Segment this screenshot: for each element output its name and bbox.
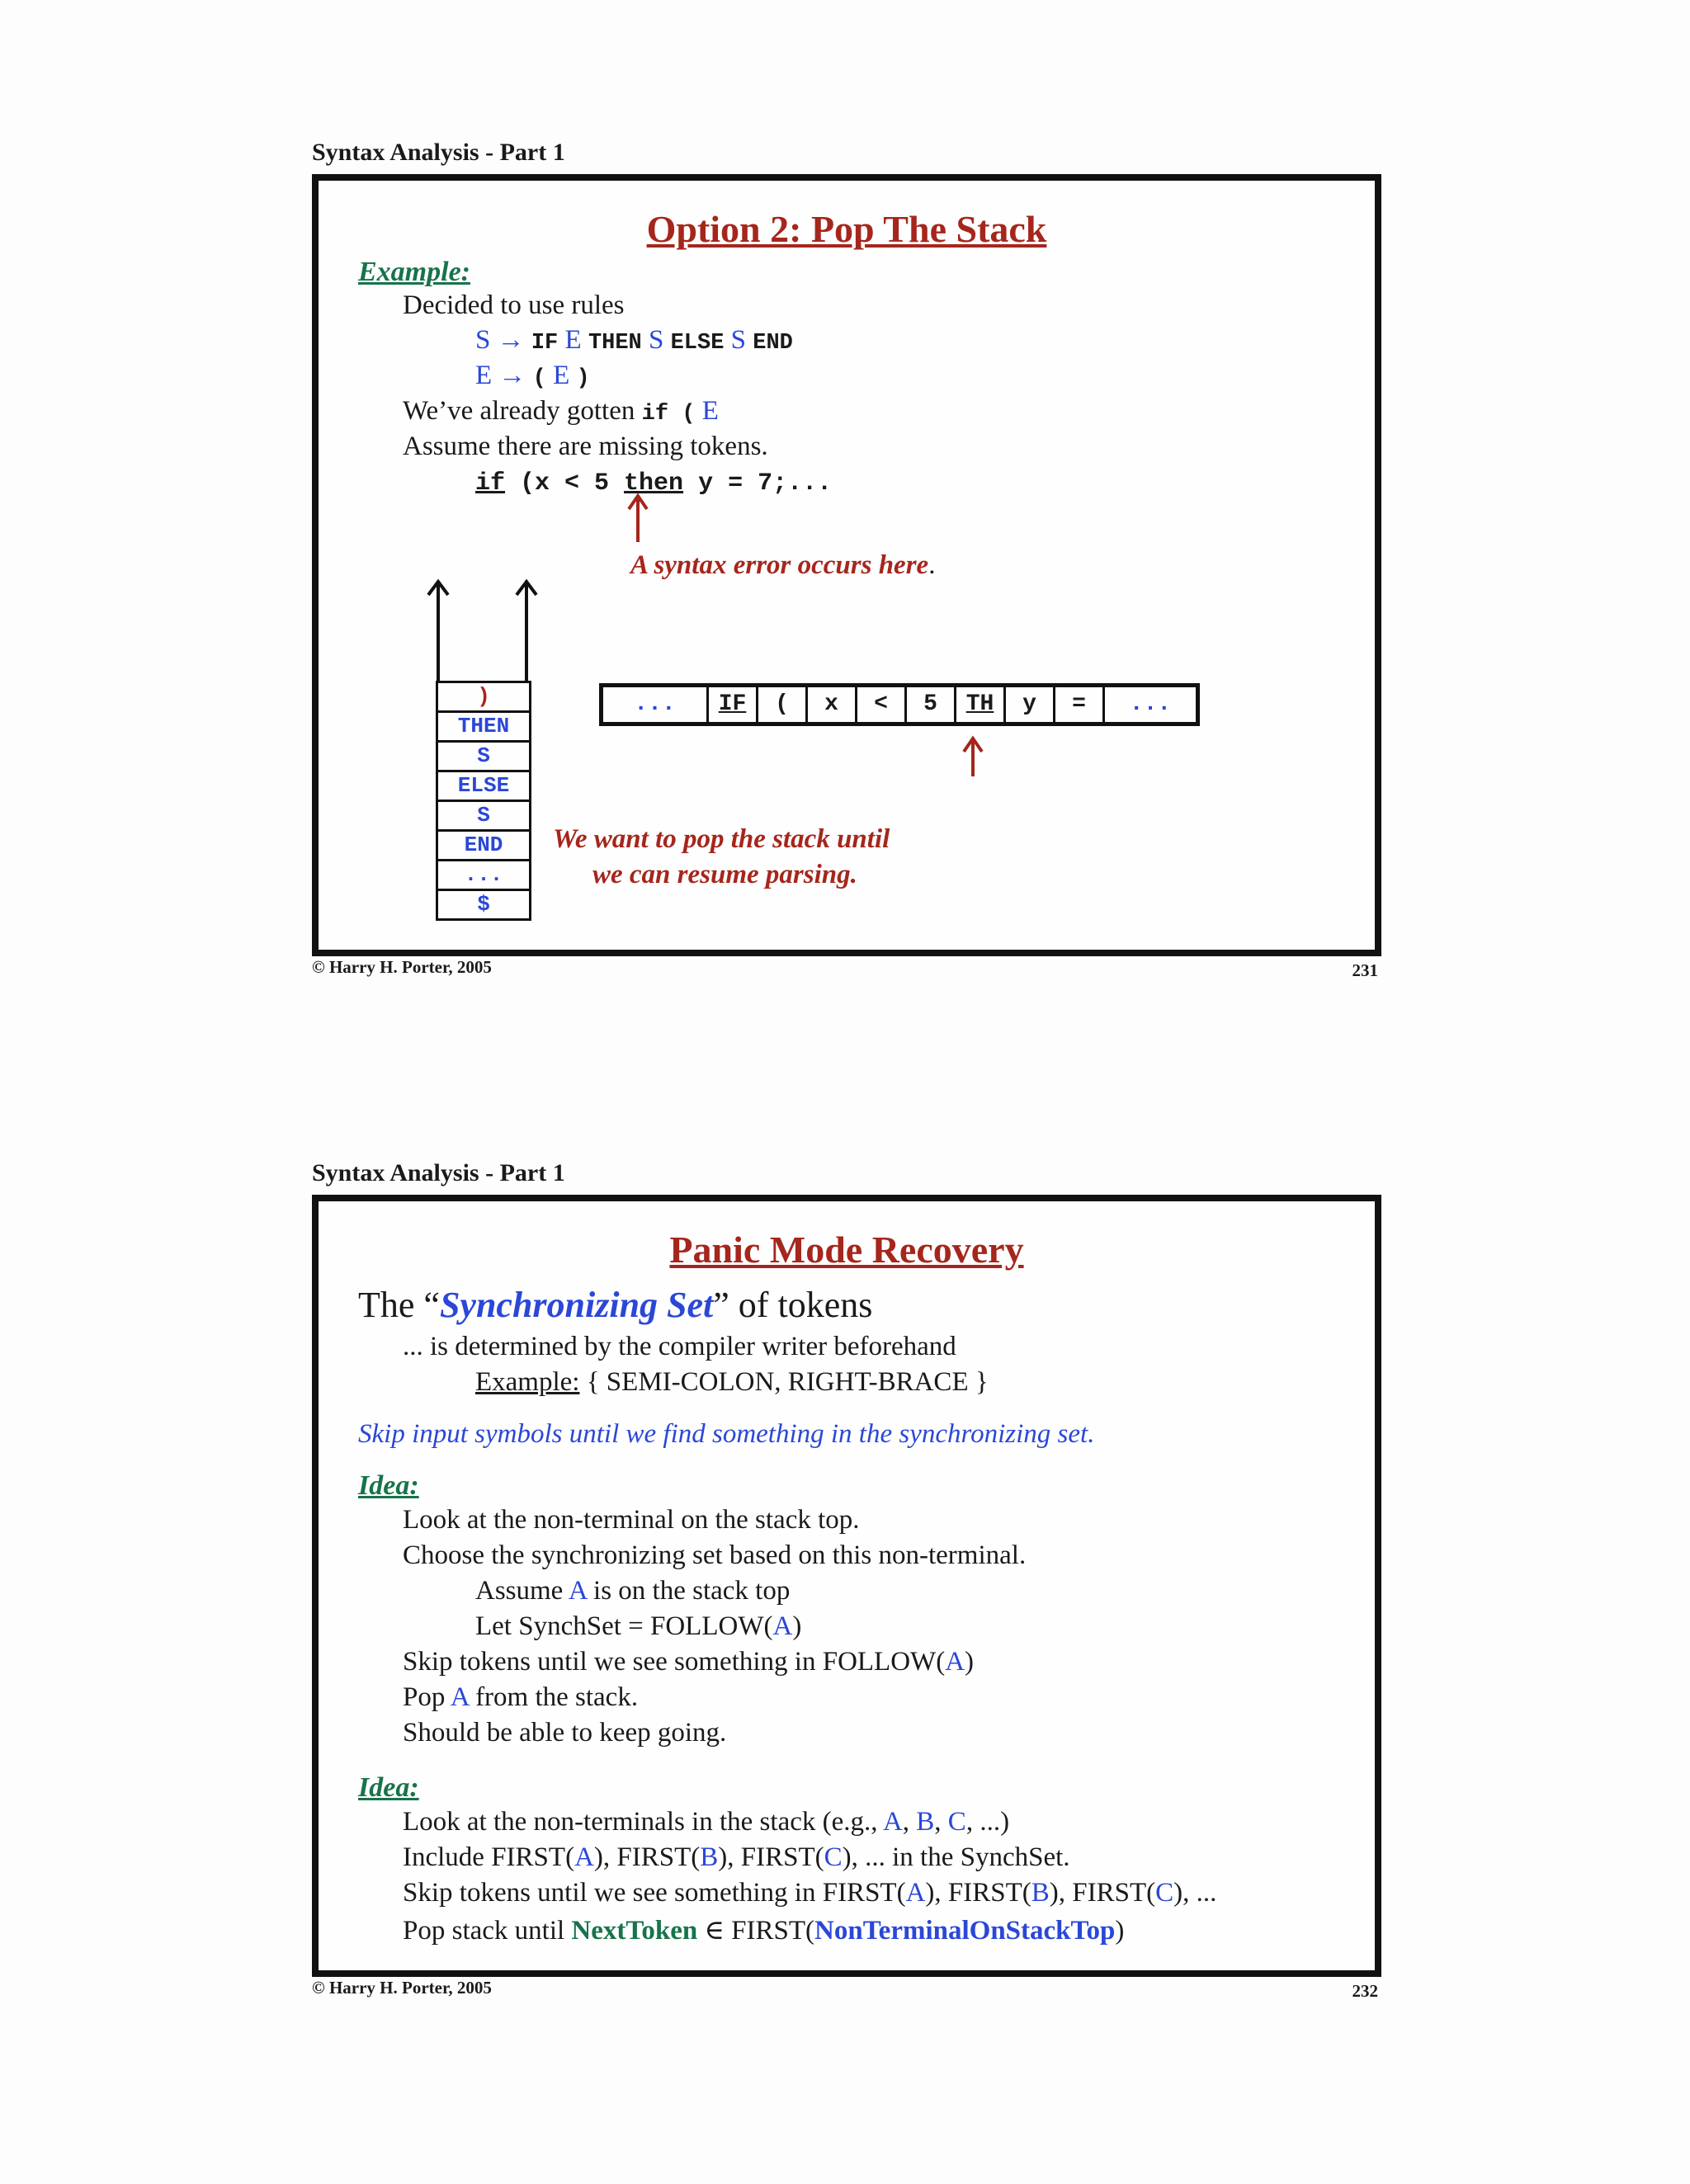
stack-item: $ [438, 891, 529, 921]
example-label: Example: [358, 257, 470, 287]
copyright: © Harry H. Porter, 2005 [312, 957, 492, 977]
determined-line: ... is determined by the compiler writer beforehand [403, 1332, 956, 1361]
example-line: Example: { SEMI-COLON, RIGHT-BRACE } [475, 1367, 989, 1397]
tape-cell: x [808, 687, 857, 722]
tape-cell: ... [1129, 691, 1172, 717]
tape-cell: 5 [907, 687, 956, 722]
idea1-line: Should be able to keep going. [403, 1718, 727, 1748]
idea1-line: Let SynchSet = FOLLOW(A) [475, 1611, 802, 1641]
pop-note-line-1: We want to pop the stack until [553, 824, 890, 854]
error-arrow-icon [625, 493, 650, 544]
idea2-line: Pop stack until NextToken ∈ FIRST(NonTerminalOnStackTop) [403, 1916, 1125, 1946]
idea2-line: Include FIRST(A), FIRST(B), FIRST(C), ... in the SynchSet. [403, 1842, 1070, 1872]
syntax-error-note: A syntax error occurs here. [630, 550, 936, 580]
stack-item: ... [438, 861, 529, 891]
rule-s: S → IF E THEN S ELSE S END [475, 325, 793, 356]
idea-label: Idea: [358, 1772, 419, 1803]
tape-cell: < [857, 687, 907, 722]
idea2-line: Look at the non-terminals in the stack (e.g., A, B, C, ...) [403, 1807, 1010, 1837]
tape-cell: IF [709, 687, 758, 722]
stack-item: S [438, 743, 529, 772]
tape-cell: y [1006, 687, 1055, 722]
tape-cell: ( [758, 687, 808, 722]
idea1-line: Assume A is on the stack top [475, 1576, 791, 1606]
slide-title: Option 2: Pop The Stack [646, 208, 1047, 250]
input-tape [599, 683, 1200, 726]
idea2-line: Skip tokens until we see something in FIRST(A), FIRST(B), FIRST(C), ... [403, 1878, 1217, 1908]
copyright: © Harry H. Porter, 2005 [312, 1978, 492, 1998]
page-header: Syntax Analysis - Part 1 [312, 139, 565, 166]
page-header: Syntax Analysis - Part 1 [312, 1159, 565, 1186]
rule-e: E → ( E ) [475, 361, 590, 391]
idea-label: Idea: [358, 1470, 419, 1501]
stack-item: ELSE [438, 772, 529, 802]
idea1-line: Look at the non-terminal on the stack top. [403, 1505, 860, 1535]
sync-set-heading: The “Synchronizing Set” of tokens [358, 1285, 873, 1325]
tape-cell: = [1055, 687, 1105, 722]
already-gotten-line: We’ve already gotten if ( E [403, 396, 719, 427]
stack-item: END [438, 832, 529, 861]
stack-item: S [438, 802, 529, 832]
stack-grow-arrows-icon [426, 577, 541, 684]
tape-cell: TH [956, 687, 1006, 722]
stack-item: THEN [438, 713, 529, 743]
slide-232 [312, 1195, 1381, 1977]
idea1-line: Skip tokens until we see something in FOLLOW(A) [403, 1647, 975, 1677]
idea1-line: Pop A from the stack. [403, 1682, 639, 1712]
page-number: 231 [1352, 960, 1378, 980]
parse-stack [436, 681, 531, 921]
slide-title: Panic Mode Recovery [669, 1229, 1024, 1271]
tape-pointer-arrow-icon [961, 735, 985, 778]
code-line: if (x < 5 then y = 7;... [475, 469, 833, 498]
missing-tokens-line: Assume there are missing tokens. [403, 432, 768, 461]
stack-item: ) [438, 683, 529, 713]
idea1-line: Choose the synchronizing set based on this non-terminal. [403, 1540, 1027, 1570]
slide-231 [312, 174, 1381, 956]
page-number: 232 [1352, 1981, 1378, 2001]
pop-note-line-2: we can resume parsing. [592, 860, 857, 889]
skip-line: Skip input symbols until we find something in the synchronizing set. [358, 1419, 1095, 1449]
decided-line: Decided to use rules [403, 290, 625, 320]
tape-cell: ... [603, 687, 709, 722]
